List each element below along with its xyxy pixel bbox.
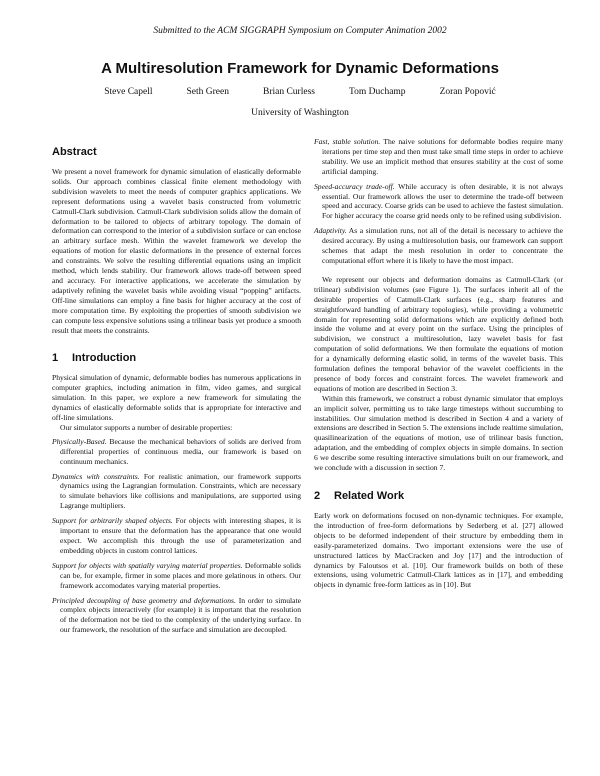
item-term: Support for objects with spatially varying material properties.	[52, 560, 243, 570]
item-text: As a simulation runs, not all of the detail is necessary to achieve the desired accuracy. By using a multiresolution basis, our framework can support schemes that adapt the mesh resolution in order to concentrate the computational effort where it is likely to have the most impact.	[322, 226, 563, 265]
list-item	[314, 226, 563, 266]
item-term: Support for arbitrarily shaped objects.	[52, 516, 173, 526]
paragraph: We represent our objects and deformation domains as Catmull-Clark (or trilinear) subdivision volumes (see Figure 1). The surfaces inherit all of the desirable properties of Catmull-Clark surfaces (e.g., sharp features and straightforward handling of arbitrary topologies), while providing a volumetric domain for representing solid deformations which are explicitly defined both inside the volume and at every point on the surface. Using the principles of subdivision, we construct a multiresolution, lazy wavelet basis for fast computation of solid deformations. We then formulate the equations of motion for a dynamically deforming elastic solid, in terms of the wavelet basis. This formulation defines the temporal behavior of the wavelet coefficients in the presence of body forces and constraint forces. The wavelet framework and equations of motion are described in Section 3.	[314, 274, 563, 393]
list-item	[52, 516, 301, 556]
item-term: Principled decoupling of base geometry and deformations.	[52, 595, 236, 605]
paragraph: Our simulator supports a number of desirable properties:	[60, 422, 233, 432]
item-text: In order to simulate complex objects interactively (for example) it is important that the resolution of the deformation not be tied to the complexity of the underlying surface. In our framework, the resolution of the surface and simulation are decoupled.	[60, 595, 301, 635]
section-heading-introduction	[52, 352, 301, 365]
author: Steve Capell	[104, 87, 153, 97]
author-list	[0, 87, 600, 97]
item-term: Speed-accuracy trade-off.	[314, 181, 395, 191]
affiliation: University of Washington	[251, 108, 349, 118]
author: Brian Curless	[262, 87, 315, 97]
item-term: Dynamics with constraints.	[52, 471, 140, 481]
section-title: Related Work	[334, 490, 405, 502]
abstract-text: We present a novel framework for dynamic simulation of elastically deformable solids. Our approach combines classical finite element methodology with subdivision wavelets to meet the needs of computer graphics applications. We represent deformations using a wavelet basis constructed from volumetric Catmull-Clark subdivision. Catmull-Clark subdivision solids allow the domain of deformation to be tailored to objects of arbitrary topology. The domain of deformation can correspond to the interior of a subdivision surface or can enclose an arbitrary surface mesh. Within the wavelet framework we develop the equations of motion for elastic deformations in the presence of external forces and constraints. We solve the resulting differential equations using an implicit method, which lends stability. Our framework allows trade-off between speed and accuracy. For interactive applications, we accelerate the simulation by adaptively refining the wavelet basis while avoiding visual “popping” artifacts. Off-line simulations can employ a fine basis for higher accuracy at the cost of more computation time. By exploiting the properties of smooth subdivision we can compute less expensive solutions using a trilinear basis yet produce a smooth result that meets the constraints.	[52, 167, 301, 335]
item-text: While accuracy is often desirable, it is not always essential. Our framework allows the user to determine the trade-off between speed and accuracy. Coarse grids can be used to achieve the fastest simulation. For higher accuracy the coarse grid needs only to be refined using subdivision.	[322, 181, 563, 221]
author: Seth Green	[186, 87, 229, 97]
item-text: Because the mechanical behaviors of solids are derived from differential properties of continuous media, our framework is based on continuum mechanics.	[60, 436, 301, 466]
list-item	[52, 596, 301, 636]
section-number: 2	[314, 490, 321, 502]
paragraph: Early work on deformations focused on non-dynamic techniques. For example, the introduction of free-form deformations by Sederberg et al. [27] allowed objects to be deformed independent of their structure by embedding them in easily-parameterized domains. Two important extensions were the use of unstructured lattices by MacCracken and Joy [17] and the introduction of dynamics by Faloutsos et al. [10]. Our framework builds on both of these extensions, using volumetric Catmull-Clark lattices as in [17], and embedding objects in dynamic free-form lattices as in [10]. But	[314, 511, 563, 590]
abstract-heading: Abstract	[52, 146, 97, 158]
item-text: The naive solutions for deformable bodies require many iterations per time step and then must take small time steps in order to achieve stability. We use an implicit method that ensures stability at the cost of some artificial damping.	[322, 137, 563, 176]
item-text: Deformable solids can be, for example, firmer in some places and more gelatinous in others. Our framework accomodates varying material properties.	[60, 560, 302, 590]
list-item	[52, 472, 301, 512]
author: Tom Duchamp	[348, 87, 406, 97]
section-heading-related-work	[314, 490, 563, 503]
paragraph: Physical simulation of dynamic, deformable bodies has numerous applications in computer graphics, including animation in film, video games, and surgical simulation. In this paper, we explore a new framework for simulating the dynamics of elastically deformable solids that is appropriate for interactive and off-line simulations.	[52, 373, 301, 423]
item-term: Fast, stable solution.	[314, 137, 381, 146]
paragraph: Within this framework, we construct a robust dynamic simulator that employs an implicit solver, permitting us to take large timesteps without succumbing to instabilities. Our simulation method is described in Section 4 and a variety of extensions are described in Section 5. The extensions include realtime simulation, quasilinearization of the equations of motion, use of trilinear basis function, adaptation, and the embedding of complex objects in simple domains. In section 6 we describe some resulting interactive simulations built on our framework, and we conclude with a discussion in section 7.	[314, 393, 563, 473]
paper-title: A Multiresolution Framework for Dynamic Deformations	[101, 60, 499, 77]
left-column	[52, 146, 301, 640]
list-item	[314, 137, 563, 177]
right-column	[314, 137, 563, 590]
author: Zoran Popović	[439, 87, 496, 97]
list-item	[52, 561, 301, 591]
item-term: Physically-Based.	[52, 436, 107, 446]
section-number: 1	[52, 352, 59, 365]
item-text: For objects with interesting shapes, it is important to ensure that the deformation has the appearance that one would expect. We accomplish this through the use of parameterization and embedding objects in custom control lattices.	[60, 516, 301, 555]
conference-header: Submitted to the ACM SIGGRAPH Symposium on Computer Animation 2002	[153, 26, 447, 36]
item-term: Adaptivity.	[314, 226, 347, 236]
section-title: Introduction	[72, 352, 137, 365]
item-text: For realistic animation, our framework supports dynamics using the Lagrangian formulation. Constraints, which are necessary to simulate behaviors like collisions and manipulations, are supported using Lagrange multipliers.	[60, 471, 301, 511]
list-item	[314, 182, 563, 222]
list-item	[52, 437, 301, 467]
